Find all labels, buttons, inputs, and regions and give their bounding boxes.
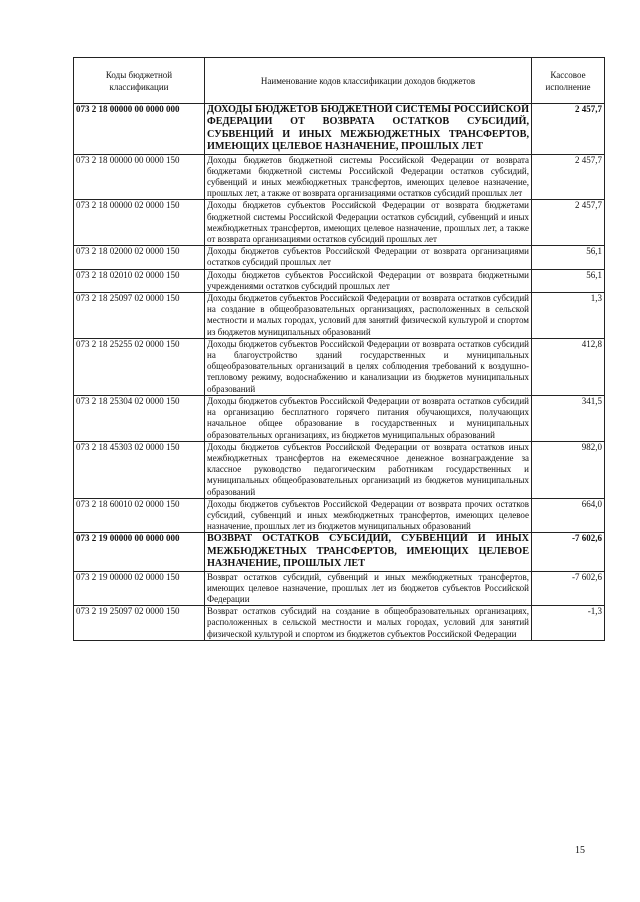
row-code: 073 2 18 02000 02 0000 150 xyxy=(74,246,205,269)
row-code: 073 2 18 25097 02 0000 150 xyxy=(74,293,205,339)
table-row xyxy=(74,338,605,395)
table-row xyxy=(74,246,605,269)
row-code: 073 2 19 00000 00 0000 000 xyxy=(74,533,205,571)
row-amount: -1,3 xyxy=(532,606,605,641)
row-name: Доходы бюджетов субъектов Российской Федерации от возврата остатков иных межбюджетных трансфертов на ежемесячное денежное вознаграждение за классное руководство педагогическим работникам государственных и муниципальных общеобразовательных организаций из бюджетов муниципальных образований xyxy=(205,441,532,498)
header-code: Коды бюджетной классификации xyxy=(74,58,205,104)
row-amount: 1,3 xyxy=(532,293,605,339)
page-number: 15 xyxy=(575,845,585,856)
row-amount: 412,8 xyxy=(532,338,605,395)
row-amount: 2 457,7 xyxy=(532,154,605,200)
row-name: ДОХОДЫ БЮДЖЕТОВ БЮДЖЕТНОЙ СИСТЕМЫ РОССИЙСКОЙ ФЕДЕРАЦИИ ОТ ВОЗВРАТА ОСТАТКОВ СУБСИДИЙ, СУБВЕНЦИЙ И ИНЫХ МЕЖБЮДЖЕТНЫХ ТРАНСФЕРТОВ, ИМЕЮЩИХ ЦЕЛЕВОЕ НАЗНАЧЕНИЕ, ПРОШЛЫХ ЛЕТ xyxy=(205,104,532,155)
row-amount: -7 602,6 xyxy=(532,571,605,606)
row-name: Возврат остатков субсидий на создание в общеобразовательных организациях, расположенных в сельской местности и малых городах, условий для занятий физической культурой и спортом из бюджетов субъектов Российской Федерации xyxy=(205,606,532,641)
row-amount: 2 457,7 xyxy=(532,200,605,246)
row-code: 073 2 19 25097 02 0000 150 xyxy=(74,606,205,641)
table-row xyxy=(74,269,605,292)
row-amount: 2 457,7 xyxy=(532,104,605,155)
table-body xyxy=(74,104,605,641)
row-name: Доходы бюджетов субъектов Российской Федерации от возврата остатков субсидий на благоустройство зданий государственных и муниципальных общеобразовательных организаций в целях соблюдения требований к воздушно-тепловому режиму, водоснабжению и канализации из бюджетов муниципальных образований xyxy=(205,338,532,395)
row-code: 073 2 18 00000 00 0000 150 xyxy=(74,154,205,200)
row-name: Доходы бюджетов бюджетной системы Российской Федерации от возврата бюджетами бюджетной системы Российской Федерации остатков субсидий, субвенций и иных межбюджетных трансфертов, имеющих целевое назначение, прошлых лет, а также от возврата организациями остатков субсидий прошлых лет xyxy=(205,154,532,200)
table-row xyxy=(74,533,605,571)
row-amount: 341,5 xyxy=(532,395,605,441)
table-row xyxy=(74,441,605,498)
row-amount: 664,0 xyxy=(532,498,605,533)
row-code: 073 2 18 25304 02 0000 150 xyxy=(74,395,205,441)
row-code: 073 2 18 00000 02 0000 150 xyxy=(74,200,205,246)
row-amount: 982,0 xyxy=(532,441,605,498)
row-name: Доходы бюджетов субъектов Российской Федерации от возврата бюджетами бюджетной системы Российской Федерации остатков субсидий, субвенций и иных межбюджетных трансфертов, имеющих целевое назначение, прошлых лет, а также от возврата организациями остатков субсидий прошлых лет xyxy=(205,200,532,246)
row-amount: 56,1 xyxy=(532,246,605,269)
table-row xyxy=(74,395,605,441)
row-amount: -7 602,6 xyxy=(532,533,605,571)
row-name: Доходы бюджетов субъектов Российской Федерации от возврата организациями остатков субсидий прошлых лет xyxy=(205,246,532,269)
row-code: 073 2 18 25255 02 0000 150 xyxy=(74,338,205,395)
table-row xyxy=(74,606,605,641)
row-name: Возврат остатков субсидий, субвенций и иных межбюджетных трансфертов, имеющих целевое назначение, прошлых лет из бюджетов субъектов Российской Федерации xyxy=(205,571,532,606)
row-code: 073 2 19 00000 02 0000 150 xyxy=(74,571,205,606)
row-code: 073 2 18 02010 02 0000 150 xyxy=(74,269,205,292)
row-name: Доходы бюджетов субъектов Российской Федерации от возврата прочих остатков субсидий, субвенций и иных межбюджетных трансфертов, имеющих целевое назначение, прошлых лет из бюджетов муниципальных образований xyxy=(205,498,532,533)
table-row xyxy=(74,571,605,606)
budget-income-table xyxy=(73,57,605,641)
header-amount: Кассовое исполнение xyxy=(532,58,605,104)
header-name: Наименование кодов классификации доходов бюджетов xyxy=(205,58,532,104)
row-name: Доходы бюджетов субъектов Российской Федерации от возврата остатков субсидий на создание в общеобразовательных организациях, расположенных в сельской местности и малых городах, условий для занятий физической культурой и спортом из бюджетов муниципальных образований xyxy=(205,293,532,339)
row-code: 073 2 18 00000 00 0000 000 xyxy=(74,104,205,155)
row-amount: 56,1 xyxy=(532,269,605,292)
table-row xyxy=(74,498,605,533)
row-code: 073 2 18 45303 02 0000 150 xyxy=(74,441,205,498)
row-name: ВОЗВРАТ ОСТАТКОВ СУБСИДИЙ, СУБВЕНЦИЙ И ИНЫХ МЕЖБЮДЖЕТНЫХ ТРАНСФЕРТОВ, ИМЕЮЩИХ ЦЕЛЕВОЕ НАЗНАЧЕНИЕ, ПРОШЛЫХ ЛЕТ xyxy=(205,533,532,571)
table-row xyxy=(74,293,605,339)
row-name: Доходы бюджетов субъектов Российской Федерации от возврата остатков субсидий на организацию бесплатного горячего питания обучающихся, получающих начальное общее образование в государственных и муниципальных образовательных организациях, из бюджетов муниципальных образований xyxy=(205,395,532,441)
table-header-row xyxy=(74,58,605,104)
table-row xyxy=(74,104,605,155)
table-row xyxy=(74,154,605,200)
row-name: Доходы бюджетов субъектов Российской Федерации от возврата бюджетными учреждениями остатков субсидий прошлых лет xyxy=(205,269,532,292)
table-row xyxy=(74,200,605,246)
row-code: 073 2 18 60010 02 0000 150 xyxy=(74,498,205,533)
